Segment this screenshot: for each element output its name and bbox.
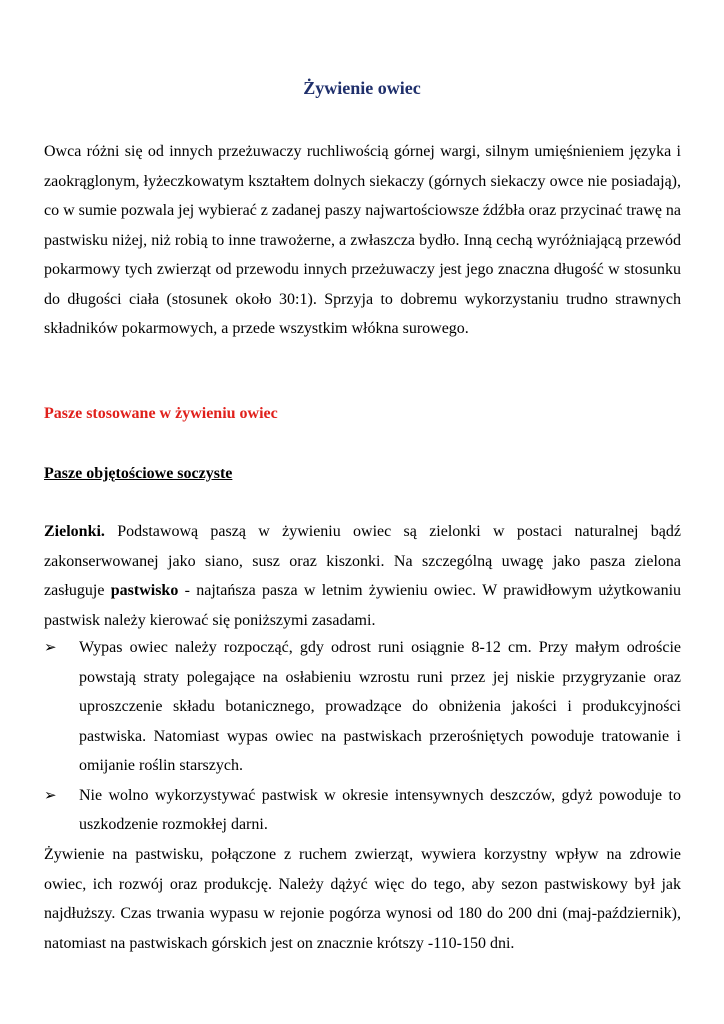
list-item-text: Nie wolno wykorzystywać pastwisk w okresie intensywnych deszczów, gdyż powoduje to uszkodzenie rozmokłej darni. [79,786,681,833]
zielonki-text-b: - najtańsza pasza w letnim żywieniu owiec. W prawidłowym użytkowaniu pastwisk należy kierować się poniższymi zasadami. [44,582,682,629]
intro-paragraph: Owca różni się od innych przeżuwaczy ruchliwością górnej wargi, silnym umięśnieniem języka i zaokrąglonym, łyżeczkowatym kształtem dolnych siekaczy (górnych siekaczy owce nie posiadają), co w sumie pozwala jej wybierać z zadanej paszy najwartościowsze źdźbła oraz przycinać trawę na pastwisku niżej, niż robią to inne trawożerne, a zwłaszcza bydło. Inną cechą wyróżniającą przewód pokarmowy tych zwierząt od przewodu innych przeżuwaczy jest jego znaczna długość w stosunku do długości ciała (stosunek około 30:1). Sprzyja to dobremu wykorzystaniu trudno strawnych składników pokarmowych, a przede wszystkim włókna surowego. [44,143,682,337]
pastwisko-term: pastwisko [110,582,179,599]
list-item [44,633,681,781]
grazing-rules-list [44,633,681,840]
closing-paragraph: Żywienie na pastwisku, połączone z ruchem zwierząt, wywiera korzystny wpływ na zdrowie owiec, ich rozwój oraz produkcję. Należy dążyć więc do tego, aby sezon pastwiskowy był jak najdłuższy. Czas trwania wypasu w rejonie pogórza wynosi od 180 do 200 dni (maj-październik), natomiast na pastwiskach górskich jest on znacznie krótszy -110-150 dni. [44,846,681,952]
zielonki-term: Zielonki. [44,523,105,540]
subsection-heading: Pasze objętościowe soczyste [44,465,233,482]
page-title: Żywienie owiec [303,78,421,98]
section-heading: Pasze stosowane w żywieniu owiec [44,405,278,422]
arrow-bullet-icon: ➢ [44,638,57,656]
zielonki-paragraph [44,517,681,635]
list-item [44,781,681,840]
arrow-bullet-icon: ➢ [44,785,57,804]
zielonki-text-a: Podstawową paszą w żywieniu owiec są zielonki w postaci naturalnej bądź zakonserwowanej jako siano, susz oraz kiszonki. Na szczególną uwagę jako pasza zielona zasługuje [44,523,681,599]
list-item-text: Wypas owiec należy rozpocząć, gdy odrost runi osiągnie 8-12 cm. Przy małym odroście powstają straty polegające na osłabieniu wzrostu runi przez jej niskie przygryzanie oraz uproszczenie składu botanicznego, prowadzące do obniżenia jakości i produkcyjności pastwiska. Natomiast wypas owiec na pastwiskach przerośniętych powoduje tratowanie i omijanie roślin starszych. [79,639,681,774]
